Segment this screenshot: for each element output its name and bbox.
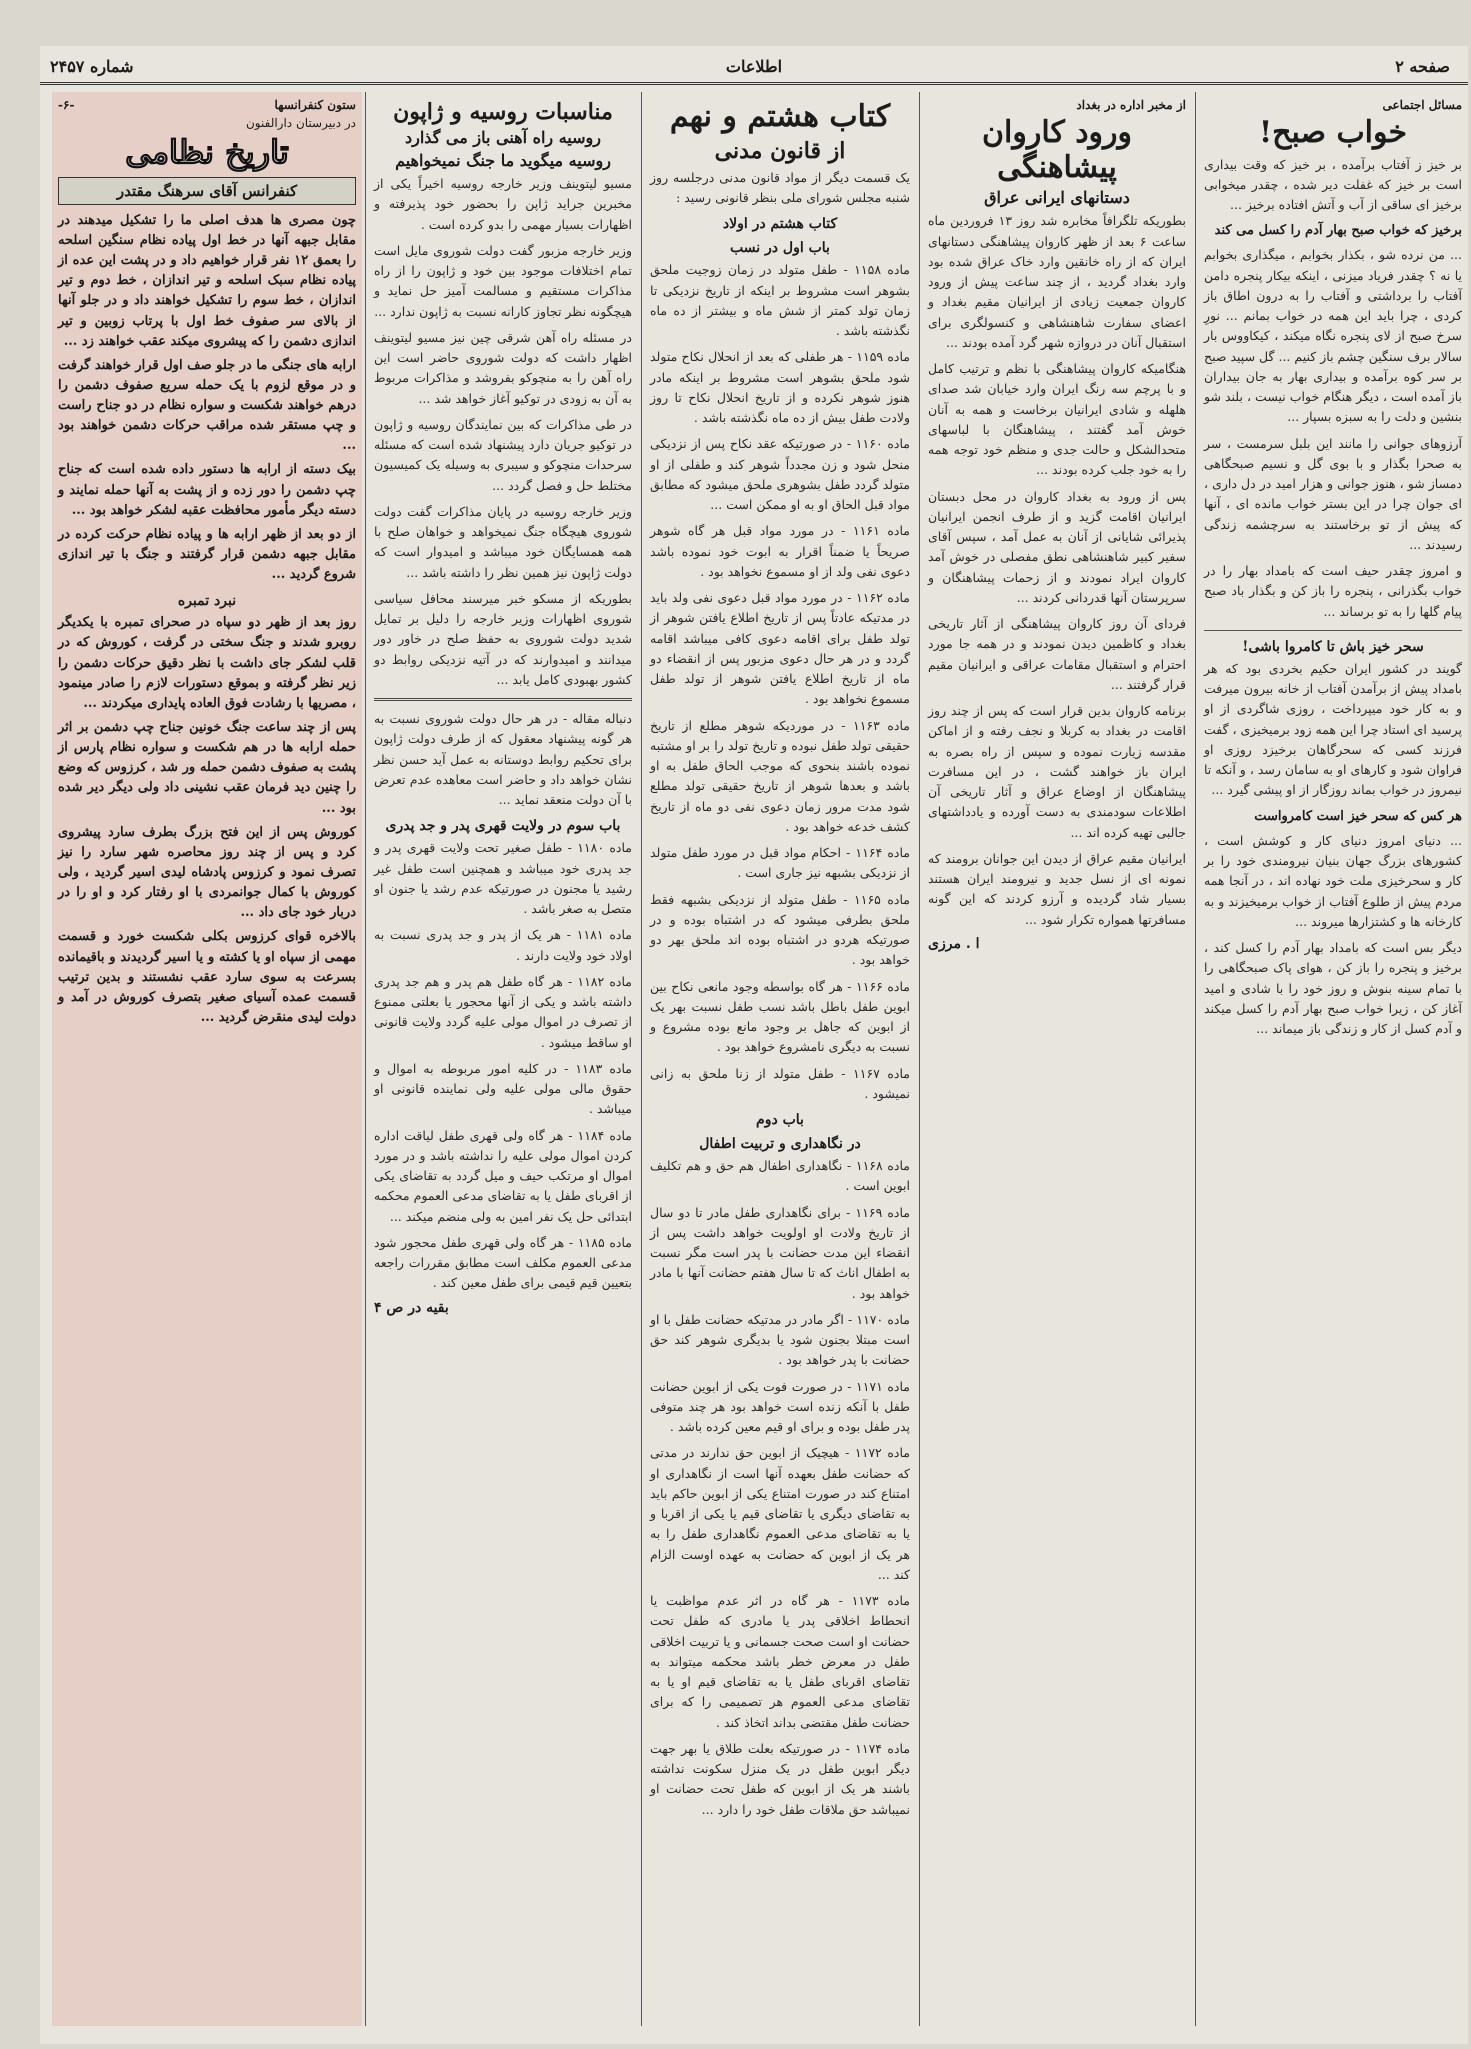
law-article: ماده ۱۱۶۱ - در مورد مواد قبل هر گاه شوهر صریحاً یا ضمناً اقرار به ابوت خود نموده باشد دعوی نفی ولد از او مسموع نخواهد بود . xyxy=(650,523,911,579)
law-article: ماده ۱۱۷۴ - در صورتیکه بعلت طلاق یا بهر جهت دیگر ابوین طفل در یک منزل سکونت نداشته باشند هر یک از ابوین که طفل تحت حضانت او نمیباشد حق ملاقات طفل خود را دارد ... xyxy=(650,1740,911,1817)
law-article: ماده ۱۱۸۰ - طفل صغیر تحت ولایت قهری پدر و جد پدری خود میباشد و همچنین است طفل غیر رشید یا مجنون در صورتیکه عدم رشد یا جنون او متصل به صغر باشد . xyxy=(374,840,632,917)
law-article: ماده ۱۱۶۷ - طفل متولد از زنا ملحق به زانی نمیشود . xyxy=(650,1065,910,1101)
article-intro: بر خیز ز آفتاب برآمده ، بر خیز که وقت بیداری است بر خیز که غفلت دیر شده ، چقدر میخوابی برخیز ای ساقی از آب و آتش افتاده برخیز ... xyxy=(1204,156,1462,212)
article-headline: کتاب هشتم و نهم xyxy=(669,99,891,134)
article-paragraph: دنباله مقاله - در هر حال دولت شوروی نسبت به هر گونه پیشنهاد معقول که از طرف دولت ژاپون برای تحکیم روابط دوستانه به عمل آید حسن نظر نشان خواهد داد و حاضر است معاهده عدم تعرض با آن دولت منعقد نماید ... xyxy=(374,711,632,808)
law-article: ماده ۱۱۷۱ - در صورت فوت یکی از ابوین حضانت طفل با آنکه زنده است خواهد بود هر چند متوفی پدر طفل بوده و برای او قیم معین کرده باشد . xyxy=(650,1378,910,1435)
article-title: مناسبات روسیه و ژاپون xyxy=(393,99,613,125)
law-article: ماده ۱۱۸۲ - هر گاه طفل هم پدر و هم جد پدری داشته باشد و یکی از آنها محجور یا بعلتی ممنوع از تصرف در اموال مولی علیه گردد ولایت قانونی او ساقط میشود . xyxy=(374,973,633,1050)
article-paragraph: روز بعد از ظهر دو سپاه در صحرای تمبره با یکدیگر روبرو شدند و جنگ سختی در گرفت ، کوروش که در قلب لشکر جای داشت با نظر دقیق حرکات دشمن را زیر نظر گرفته و بموقع دستورات لازم را صادر مینمود ، مصریها با رشادت فوق العاده پایداری میکردند ... xyxy=(58,615,356,711)
article-paragraph: پس از چند ساعت جنگ خونین جناح چپ دشمن بر اثر حمله ارابه ها در هم شکست و سواره نظام پارس از پشت به صفوف دشمن حمله ور شد ، کرزوس که وضع را چنین دید فرمان عقب نشینی داد ولی دیگر دیر شده بود ... xyxy=(58,720,356,816)
kicker-number: -۶- xyxy=(58,98,75,112)
article-paragraph: و امروز چقدر حیف است که بامداد بهار را در خواب بگذرانی ، پنجره را باز کن و بگذار باد صبح پیام گلها را به تو برساند ... xyxy=(1204,563,1462,619)
law-article: ماده ۱۱۸۵ - هر گاه ولی قهری طفل محجور شود مدعی العموم مکلف است مطابق مقررات راجعه بتعیین قیم قیمی برای طفل معین کند . xyxy=(374,1234,633,1291)
kicker-label: ستون کنفرانسها xyxy=(274,98,356,112)
issue-number: شماره ۲۴۵۷ xyxy=(50,57,134,76)
law-article: ماده ۱۱۸۳ - در کلیه امور مربوطه به اموال و حقوق مالی مولی علیه ولی نماینده قانونی او میباشد . xyxy=(374,1060,632,1117)
article-paragraph: از دو بعد از ظهر ارابه ها و پیاده نظام حرکت کرده در مقابل جبهه دشمن قرار گرفتند و جنگ با تیر اندازی شروع گردید ... xyxy=(58,526,356,583)
article-intro: یک قسمت دیگر از مواد قانون مدنی درجلسه روز شنبه مجلس شورای ملی بنظر قانونی رسید : xyxy=(650,169,910,206)
law-article: ماده ۱۱۸۴ - هر گاه ولی قهری طفل لیاقت اداره کردن اموال مولی علیه را نداشته باشد و در مورد اموال او مرتکب حیف و میل گردد به تقاضای یکی از اقربای طفل یا به تقاضای مدعی العموم محکمه ابتدائی حل یک نفر امین به ولی منضم میکند ... xyxy=(374,1127,633,1224)
law-section-title: باب سوم در ولایت قهری پدر و جد پدری xyxy=(385,818,621,835)
article-headline: خواب صبح! xyxy=(1258,115,1408,150)
article-paragraph: کوروش پس از این فتح بزرگ بطرف سارد پیشروی کرد و پس از چند روز محاصره شهر سارد را نیز تصرف نمود و کرزوس پادشاه لیدی اسیر گردید ، ولی کوروش با کمال جوانمردی با او رفتار کرد و او را در دربار خود جای داد ... xyxy=(58,824,356,921)
law-article: ماده ۱۱۷۲ - هیچیک از ابوین حق ندارند در مدتی که حضانت طفل بعهده آنها است از نگاهداری او امتناع کند در صورت امتناع یکی از ابوین حاکم باید به تقاضای دیگری یا تقاضای قیم یا یکی از اقربا و یا به تقاضای مدعی العموم نگاهداری طفل را به هر یک از ابوین که حضانت به عهده اوست الزام کند ... xyxy=(650,1445,910,1582)
article-paragraph: وزیر خارجه مزبور گفت دولت شوروی مایل است تمام اختلافات موجود بین خود و ژاپون را از راه مذاکرات مستقیم و مسالمت آمیز حل نماید و هیچگونه نظر تجاوز کارانه نسبت به ژاپون ندارد ... xyxy=(374,242,632,319)
masthead xyxy=(40,54,1468,85)
article-subhead: نبرد تمبره xyxy=(177,593,237,610)
newspaper-name: اطلاعات xyxy=(725,57,783,76)
law-section-subtitle: باب اول در نسب xyxy=(730,240,830,257)
article-paragraph: بیک دسته از ارابه ها دستور داده شده است که جناح چپ دشمن را دور زده و از پشت به آنها حمله نمایند و دسته دیگر مأمور محافظت عقبه لشکر خواهد بود ... xyxy=(58,462,356,518)
section-subkicker: در دبیرستان دارالفنون xyxy=(245,116,356,130)
article-paragraph: بالاخره قوای کرزوس بکلی شکست خورد و قسمت مهمی از سپاه او یا کشته و یا اسیر گردیدند و باقیمانده بسرعت به سوی سارد عقب نشستند و بدین ترتیب قسمت عمده آسیای صغیر بتصرف کوروش در آمد و دولت لیدی منقرض گردید ... xyxy=(58,929,356,1025)
article-quote: برخیز که خواب صبح بهار آدم را کسل می کند xyxy=(1214,223,1462,239)
law-article: ماده ۱۱۷۳ - هر گاه در اثر عدم مواظبت یا انحطاط اخلاقی پدر یا مادری که طفل تحت حضانت او است صحت جسمانی و یا تربیت اخلاقی طفل در معرض خطر باشد محکمه میتواند به تقاضای اقربای طفل یا به تقاضای قیم او یا به تقاضای مدعی العموم هر تصمیمی را که برای حضانت طفل مقتضی بداند اتخاذ کند . xyxy=(650,1593,911,1730)
law-article: ماده ۱۱۷۰ - اگر مادر در مدتیکه حضانت طفل با او است مبتلا بجنون شود یا بدیگری شوهر کند حق حضانت با پدر خواهد بود . xyxy=(650,1311,911,1368)
law-article: ماده ۱۱۶۵ - طفل متولد از نزدیکی بشبهه فقط ملحق بطرفی میشود که در اشتباه بوده و در صورتیکه هردو در اشتباه بوده اند ملحق بهر دو خواهد بود . xyxy=(650,891,911,968)
article-paragraph: ... من نرده شو ، بکذار بخوابم ، میگذاری بخوابم یا نه ؟ چقدر فریاد میزنی ، اینکه بیکار پنجره دامن آفتاب را برداشتی و آفتاب را به درون اطاق باز کردی ، چرا باید این همه در خواب بمانم ... نورِ سرخ صبح از لای پنجره نگاه میکند ، کیکاووس بار سالار برف سنگین چشم باز کنیم ... گل سپید صبح بر سر کوه برآمده و بیداری بهار به جان بیداران باز آمده است ، دیگر هنگام خواب نیست ، بلند شو بنشین و دلت را به سبزه بسپار ... xyxy=(1204,247,1462,425)
article-paragraph: ... دنیای امروز دنیای کار و کوشش است ، کشورهای بزرگ جهان بنیان نیرومندی خود را بر کار و سحرخیزی ملت خود نهاده اند ، در آنجا همه مردم پیش از طلوع آفتاب از خواب برمیخیزند و به کارخانه ها و کشتزارها میروند ... xyxy=(1204,832,1462,929)
law-article: ماده ۱۱۶۶ - هر گاه بواسطه وجود مانعی نکاح بین ابوین طفل باطل باشد نسب طفل نسبت بهر یک از ابوین که جاهل بر وجود مانع بوده مشروع و نسبت به دیگری نامشروع خواهد بود . xyxy=(650,978,910,1055)
article-paragraph: وزیر خارجه روسیه در پایان مذاکرات گفت دولت شوروی هیچگاه جنگ نمیخواهد و خواهان صلح با همه همسایگان خود میباشد و امیدوار است که دولت ژاپون نیز همین نظر را داشته باشد ... xyxy=(374,503,632,580)
column-military-history xyxy=(52,92,362,2026)
article-signature: ا . مرزی xyxy=(928,935,980,952)
article-headline: روسیه راه آهنی باز می گذارد xyxy=(405,128,601,148)
article-paragraph: هنگامیکه کاروان پیشاهنگی با نظم و ترتیب کامل و با پرچم سه رنگ ایران وارد خیابان شد صدای هلهله و شادی ایرانیان برخاست و همه به آنان خوش آمد گفتند ، پیشاهنگان با لباسهای متحدالشکل و حالت جدی و منظم خود توجه همه را به خود جلب کرده بودند ... xyxy=(928,361,1186,478)
newspaper-page xyxy=(40,46,1468,2044)
article-paragraph: چون مصری ها هدف اصلی ما را تشکیل میدهند در مقابل جبهه آنها در خط اول پیاده نظام سنگین اسلحه را بعمق ۱۲ نفر قرار خواهیم داد و در پشت این عده از پیاده نظام سبک اسلحه و تیر اندازان ، خط دوم و تیر اندازان ، خط سوم را تشکیل خواهند داد و در جلو آنها از بالای سر صفوف خط اول با پرتاب زوبین و تیر اندازی دشمن را که پیشروی میکند عقب خواهند زد ... xyxy=(58,212,356,349)
article-headline: ورود کاروان پیشاهنگی xyxy=(981,115,1133,185)
column-civil-law xyxy=(644,92,916,2026)
law-section-title: باب دوم xyxy=(756,1112,804,1129)
article-paragraph: دیگر بس است که بامداد بهار آدم را کسل کند ، برخیز و پنجره را باز کن ، هوای پاک صبحگاهی را با تمام سینه بنوش و روز خود را با شادی و امید آغاز کن ، زیرا خواب صبح بهار آدم را کسل میکند و آدم کسل از کار و زندگی باز میماند ... xyxy=(1204,940,1462,1037)
law-section-title: کتاب هشتم در اولاد xyxy=(722,216,838,233)
article-paragraph: آرزوهای جوانی را مانند این بلبل سرمست ، سر به صحرا بگذار و با بوی گل و نسیم صبحگاهی دمساز شو ، هنوز جوانی و هزار امید در دل داری ، ای جوان چرا در این بستر خواب مانده ای ، آنها که پیش از تو برخاستند به سرچشمه زندگی رسیدند ... xyxy=(1204,435,1462,552)
article-paragraph: ارابه های جنگی ما در جلو صف اول قرار خواهند گرفت و در موقع لزوم با یک حمله سریع صفوف دشمن را درهم خواهند شکست و سواره نظام در دو جناح راست و چپ مستقر شده مراقب حرکات دشمن خواهند بود ... xyxy=(58,357,356,454)
article-subhead: سحر خیز باش تا کامروا باشی! xyxy=(1242,638,1424,655)
law-section-subtitle: در نگاهداری و تربیت اطفال xyxy=(699,1136,861,1153)
lecture-title: کنفرانس آقای سرهنگ مقتدر xyxy=(58,177,356,205)
article-subtitle: از قانون مدنی xyxy=(714,137,846,164)
section-kicker: از مخبر اداره در بغداد xyxy=(1076,98,1186,112)
article-paragraph: بطوریکه تلگرافاً مخابره شد روز ۱۳ فروردین ماه ساعت ۶ بعد از ظهر کاروان پیشاهنگی دستانهای ایران که از راه خانقین وارد خاک عراق شده بود وارد بغداد گردید ، از چند ساعت پیش از ورود کاروان جمعیت زیادی از ایرانیان مقیم بغداد و اعضای سفارت شاهنشاهی و کنسولگری برای استقبال آنان در دروازه شهر گرد آمده بودند ... xyxy=(928,213,1186,350)
column-caravan-article xyxy=(922,92,1192,2026)
section-kicker xyxy=(58,98,356,112)
column-russia-japan xyxy=(368,92,638,2026)
article-headline: تاریخ نظامی xyxy=(125,133,289,171)
continued-note: بقیه در ص ۴ xyxy=(374,1299,449,1316)
law-article: ماده ۱۱۶۲ - در مورد مواد قبل دعوی نفی ولد باید در مدتیکه عادتاً پس از تاریخ اطلاع یافتن شوهر از تولد طفل برای اقامه دعوی کافی میباشد اقامه گردد و در هر حال دعوی مزبور پس از انقضاء دو ماه از تاریخ اطلاع یافتن شوهر از تولد طفل مسموع نخواهد بود . xyxy=(650,590,910,707)
article-paragraph: در مسئله راه آهن شرقی چین نیز مسیو لیتوینف اظهار داشت که دولت شوروی حاضر است این راه آهن را به منچوکو بفروشد و مذاکرات مربوط به آن به زودی در توکیو آغاز خواهد شد ... xyxy=(374,329,632,406)
article-paragraph: فردای آن روز کاروان پیشاهنگی از آثار تاریخی بغداد و کاظمین دیدن نمودند و در همه جا مورد احترام و استقبال مقامات عراقی و ایرانیان مقیم قرار گرفتند ... xyxy=(928,616,1186,692)
article-paragraph: در طی مذاکرات که بین نمایندگان روسیه و ژاپون در توکیو جریان دارد پیشنهاد شده است که مسئله سرحدات منچوکو و سیبری به وسیله یک کمیسیون مختلط حل و فصل گردد ... xyxy=(374,416,632,493)
article-subtitle: دستانهای ایرانی عراق xyxy=(984,188,1130,207)
page-number: صفحه ۲ xyxy=(1395,57,1450,76)
article-paragraph: برنامه کاروان بدین قرار است که پس از چند روز اقامت در بغداد به کربلا و نجف رفته و از اماکن مقدسه زیارت نموده و سپس از راه بصره به ایران باز خواهند گشت ، در این مسافرت پیشاهنگان از اوضاع عراق و آثار تاریخی آن اطلاعات سودمندی به دست آورده و یادداشتهای جالبی تهیه کرده اند ... xyxy=(928,703,1186,840)
section-kicker: مسائل اجتماعی xyxy=(1382,98,1462,112)
law-article: ماده ۱۱۵۸ - طفل متولد در زمان زوجیت ملحق بشوهر است مشروط بر اینکه از تاریخ نزدیکی تا زمان تولد کمتر از شش ماه و بیشتر از ده ماه نگذشته باشد . xyxy=(650,262,910,339)
law-article: ماده ۱۱۸۱ - هر یک از پدر و جد پدری نسبت به اولاد خود ولایت دارند . xyxy=(374,927,633,963)
article-paragraph: پس از ورود به بغداد کاروان در محل دبستان ایرانیان اقامت گزید و از طرف انجمن ایرانیان پذیرائی شایانی از آنان به عمل آمد ، سپس آقای سفیر کبیر شاهنشاهی نطق مفصلی در خوش آمد کاروان ایراد نمودند و از زحمات پیشاهنگان و سرپرستان آنها قدردانی کردند ... xyxy=(928,488,1186,605)
law-article: ماده ۱۱۶۰ - در صورتیکه عقد نکاح پس از نزدیکی منحل شود و زن مجدداً شوهر کند و طفلی از او متولد گردد طفل بشوهری ملحق میشود که مطابق مواد قبل الحاق او به او ممکن است ... xyxy=(650,436,910,513)
column-sleep-article xyxy=(1198,92,1468,2026)
law-article: ماده ۱۱۶۴ - احکام مواد قبل در مورد طفل متولد از نزدیکی بشبهه نیز جاری است . xyxy=(650,845,910,881)
article-quote: هر کس که سحر خیز است کامرواست xyxy=(1254,808,1462,824)
article-paragraph: مسیو لیتوینف وزیر خارجه روسیه اخیراً یکی از مخبرین جراید ژاپن را بحضور خود پذیرفته و اظهارات بسیار مهمی را بدو کرده است . xyxy=(374,176,632,232)
law-article: ماده ۱۱۵۹ - هر طفلی که بعد از انحلال نکاح متولد شود ملحق بشوهر است مشروط بر اینکه مادر هنوز شوهر نکرده و از تاریخ انحلال نکاح تا روز ولادت طفل بیش از ده ماه نگذشته باشد . xyxy=(650,349,911,426)
law-article: ماده ۱۱۶۹ - برای نگاهداری طفل مادر تا دو سال از تاریخ ولادت او اولویت خواهد داشت پس از انقضاء این مدت حضانت با پدر است مگر نسبت به اطفال اناث که تا سال هفتم حضانت آنها با مادر خواهد بود . xyxy=(650,1204,911,1301)
article-headline: روسیه میگوید ما جنگ نمیخواهیم xyxy=(395,150,611,170)
article-paragraph: بطوریکه از مسکو خبر میرسند محافل سیاسی شوروی اظهارات وزیر خارجه را دلیل بر تمایل شدید دولت شوروی به حفظ صلح در خاور دور میدانند و امیدوارند که در آتیه نزدیکی روابط دو کشور بهبودی کامل یابد ... xyxy=(374,590,632,687)
law-article: ماده ۱۱۶۳ - در موردیکه شوهر مطلع از تاریخ حقیقی تولد طفل نبوده و تاریخ تولد را بر او مشتبه نموده باشند بنحوی که موجب الحاق طفل به او باشد و بعدها شوهر از تاریخ حقیقی تولد مطلع شود مدت مرور زمان دعوی نفی دو ماه از تاریخ کشف خدعه خواهد بود . xyxy=(650,717,911,834)
article-paragraph: ایرانیان مقیم عراق از دیدن این جوانان برومند که نمونه ای از نسل جدید و نیرومند ایران هستند بسیار شاد گردیده و آرزو کردند که این گونه مسافرتها همواره تکرار شود ... xyxy=(928,850,1186,927)
law-article: ماده ۱۱۶۸ - نگاهداری اطفال هم حق و هم تکلیف ابوین است . xyxy=(650,1158,910,1194)
article-paragraph: گویند در کشور ایران حکیم بخردی بود که هر بامداد پیش از برآمدن آفتاب از خانه بیرون میرفت و به کار خود میپرداخت ، روزی شاگردی از او پرسید ای استاد چرا این همه زود برمیخیزی ، گفت فرزند کسی که سحرگاهان برخیزد روزی او فراوان شود و کارهای او به سامان رسد ، و آنکه تا نیمروز در خواب بماند روزگار از او پیشی گیرد ... xyxy=(1204,660,1462,798)
